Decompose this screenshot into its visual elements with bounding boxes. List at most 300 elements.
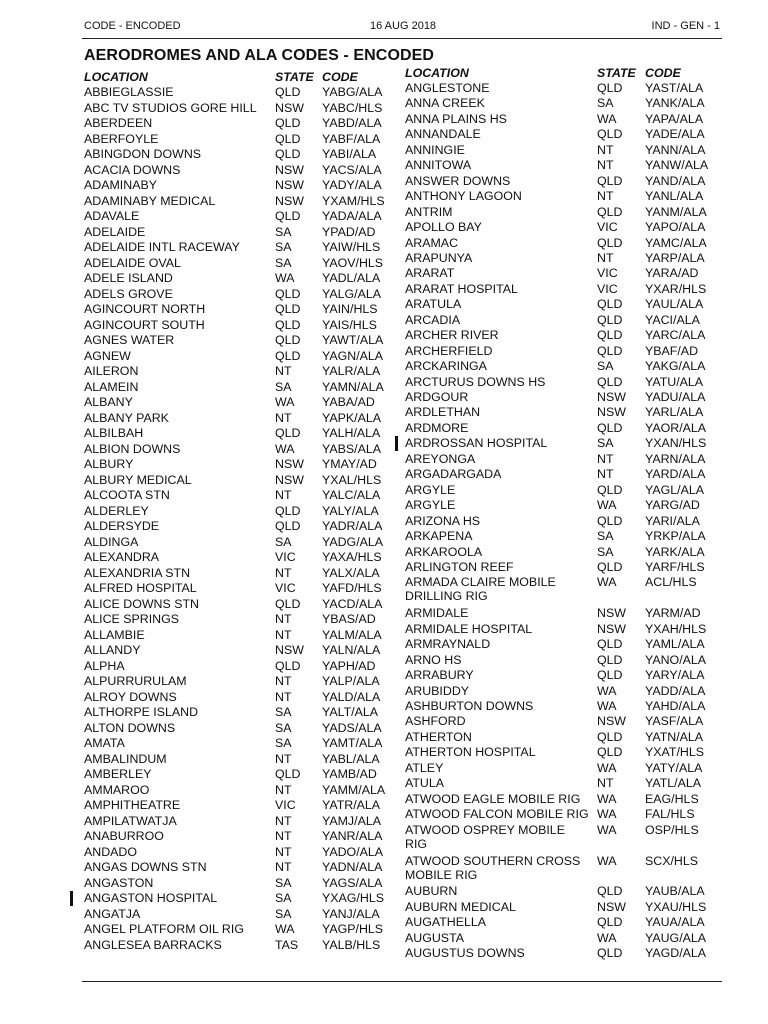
location-cell: ARMRAYNALD	[405, 637, 491, 652]
location-cell: ABBIEGLASSIE	[84, 85, 174, 99]
state-cell: VIC	[275, 798, 296, 812]
state-cell: QLD	[597, 559, 623, 574]
location-cell: ALROY DOWNS	[84, 689, 177, 704]
code-cell: YAMB/AD	[322, 767, 377, 781]
state-cell: NT	[275, 751, 292, 766]
page-title: AERODROMES AND ALA CODES - ENCODED	[84, 47, 435, 64]
location-cell: ACACIA DOWNS	[84, 162, 181, 177]
location-cell: ATLEY	[405, 760, 444, 775]
state-cell: NT	[597, 189, 614, 204]
state-cell: WA	[275, 441, 295, 456]
code-cell: YANO/ALA	[645, 652, 707, 667]
code-cell: YAMC/ALA	[645, 235, 707, 250]
location-cell: ARKAROOLA	[405, 544, 483, 559]
state-cell: NT	[275, 627, 292, 642]
location-cell: ALDINGA	[84, 534, 139, 549]
state-cell: WA	[275, 395, 295, 409]
code-cell: YALD/ALA	[322, 689, 381, 704]
location-cell: ATHERTON	[405, 729, 472, 744]
location-cell: ARMIDALE	[405, 606, 469, 621]
location-cell: AMBALINDUM	[84, 751, 167, 766]
location-cell: ADELAIDE INTL RACEWAY	[84, 240, 240, 254]
state-cell: QLD	[275, 658, 301, 673]
location-cell: ANGAS DOWNS STN	[84, 860, 207, 874]
code-cell: YAUA/ALA	[645, 915, 705, 930]
code-cell: YADG/ALA	[322, 534, 384, 549]
code-cell: YAMN/ALA	[322, 379, 384, 394]
state-cell: QLD	[597, 745, 623, 760]
code-cell: YANJ/ALA	[322, 906, 380, 921]
code-cell: YADR/ALA	[322, 519, 383, 533]
state-cell: QLD	[275, 286, 301, 301]
location-cell: ALLAMBIE	[84, 627, 145, 642]
location-cell: AGNES WATER	[84, 333, 175, 347]
location-cell: ARLINGTON REEF	[405, 559, 514, 574]
location-cell: ARDLETHAN	[405, 405, 481, 420]
state-cell: NT	[597, 250, 614, 265]
code-cell: YAOR/ALA	[645, 420, 707, 435]
code-cell: YALY/ALA	[322, 503, 379, 518]
code-cell: YARK/ALA	[645, 544, 705, 559]
location-cell: ARGYLE	[405, 482, 456, 497]
code-cell: YAFD/HLS	[322, 581, 382, 595]
state-cell: QLD	[275, 348, 301, 363]
state-cell: QLD	[275, 333, 301, 347]
code-cell: YXAU/HLS	[645, 899, 707, 914]
code-cell: YALR/ALA	[322, 364, 381, 378]
location-cell: ARCHERFIELD	[405, 343, 493, 358]
location-cell: ARCKARINGA	[405, 359, 487, 374]
location-cell: AUGUSTUS DOWNS	[405, 946, 525, 961]
state-cell: VIC	[597, 281, 618, 296]
location-cell: AGINCOURT NORTH	[84, 302, 206, 316]
state-cell: QLD	[597, 173, 623, 188]
state-cell: SA	[597, 96, 614, 111]
code-cell: YAML/ALA	[645, 637, 705, 652]
location-cell: AUGATHELLA	[405, 915, 487, 930]
code-cell: YXAR/HLS	[645, 281, 707, 296]
code-cell: YALB/HLS	[322, 937, 381, 952]
code-cell: YAGP/HLS	[322, 922, 384, 936]
state-cell: NT	[597, 142, 614, 157]
right-header-state: STATE	[597, 66, 636, 80]
code-cell: YABF/ALA	[322, 131, 381, 146]
state-cell: SA	[275, 891, 292, 905]
location-cell: ARCADIA	[405, 312, 461, 327]
state-cell: QLD	[597, 915, 623, 930]
state-cell: QLD	[597, 343, 623, 358]
header-rule	[82, 38, 722, 39]
state-cell: NT	[275, 782, 292, 797]
state-cell: WA	[597, 930, 617, 945]
location-cell: ARAMAC	[405, 235, 459, 250]
code-cell: YADS/ALA	[322, 720, 382, 735]
code-cell: YARD/ALA	[645, 467, 706, 482]
code-cell: YRKP/ALA	[645, 529, 706, 544]
code-cell: YARI/ALA	[645, 513, 700, 528]
state-cell: NSW	[275, 162, 304, 177]
state-cell: QLD	[275, 209, 301, 223]
location-cell: ATWOOD EAGLE MOBILE RIG	[405, 791, 581, 806]
left-header-code: CODE	[322, 70, 358, 84]
state-cell: WA	[275, 271, 295, 285]
state-cell: NSW	[275, 178, 304, 192]
code-cell: YXAH/HLS	[645, 621, 707, 636]
state-cell: QLD	[275, 147, 301, 161]
state-cell: QLD	[597, 374, 623, 389]
location-cell: ALTHORPE ISLAND	[84, 705, 199, 719]
location-cell: ALLANDY	[84, 643, 141, 657]
code-cell: YXAM/HLS	[322, 193, 385, 208]
state-cell: WA	[597, 699, 617, 713]
location-cell: ALBILBAH	[84, 426, 144, 440]
code-cell: YABD/ALA	[322, 116, 382, 130]
code-cell: YABC/HLS	[322, 100, 383, 115]
left-header-state: STATE	[275, 70, 314, 84]
state-cell: QLD	[597, 482, 623, 497]
code-cell: YAOV/HLS	[322, 255, 384, 270]
location-cell: ARATULA	[405, 297, 462, 312]
location-cell: ANABURROO	[84, 829, 164, 843]
location-cell: ARRABURY	[405, 668, 474, 683]
state-cell: SA	[275, 720, 292, 735]
location-cell: ALBURY MEDICAL	[84, 472, 192, 487]
state-cell: NT	[275, 813, 292, 828]
code-cell: YANM/ALA	[645, 204, 707, 219]
page-header	[84, 20, 720, 34]
location-cell: ABINGDON DOWNS	[84, 147, 202, 161]
code-cell: YANW/ALA	[645, 158, 709, 173]
code-cell: YAHD/ALA	[645, 699, 706, 713]
location-cell: ADELE ISLAND	[84, 271, 173, 285]
code-cell: YARP/ALA	[645, 250, 705, 265]
code-cell: YATU/ALA	[645, 374, 704, 389]
location-cell: ALTON DOWNS	[84, 720, 176, 735]
state-cell: SA	[275, 875, 292, 890]
state-cell: NT	[275, 674, 292, 688]
location-cell: ARKAPENA	[405, 529, 473, 544]
code-cell: OSP/HLS	[645, 822, 699, 837]
code-cell: YAWT/ALA	[322, 333, 384, 347]
code-cell: YAND/ALA	[645, 173, 706, 188]
code-cell: YANL/ALA	[645, 189, 704, 204]
code-cell: SCX/HLS	[645, 853, 699, 868]
code-cell: YACD/ALA	[322, 596, 383, 611]
location-cell: AGNEW	[84, 348, 131, 363]
state-cell: SA	[597, 436, 614, 451]
location-cell: ANNA CREEK	[405, 96, 485, 111]
location-cell: AMPILATWATJA	[84, 813, 177, 828]
location-cell: ARGYLE	[405, 498, 456, 513]
state-cell: WA	[597, 760, 617, 775]
location-cell: ATWOOD OSPREY MOBILE	[405, 822, 565, 837]
location-cell: ASHBURTON DOWNS	[405, 699, 534, 713]
code-cell: YAGL/ALA	[645, 482, 704, 497]
location-cell-continued: MOBILE RIG	[405, 867, 478, 882]
location-cell: ADELS GROVE	[84, 286, 173, 301]
code-cell: YATR/ALA	[322, 798, 381, 812]
state-cell: QLD	[597, 420, 623, 435]
state-cell: NT	[275, 410, 292, 425]
state-cell: QLD	[597, 328, 623, 343]
state-cell: QLD	[597, 729, 623, 744]
state-cell: NT	[275, 565, 292, 580]
location-cell: ADAVALE	[84, 209, 140, 223]
location-cell: ANSWER DOWNS	[405, 173, 511, 188]
code-cell: YADL/ALA	[322, 271, 381, 285]
state-cell: QLD	[597, 637, 623, 652]
state-cell: WA	[597, 683, 617, 698]
location-cell: ADELAIDE	[84, 224, 146, 239]
state-cell: NT	[275, 844, 292, 859]
state-cell: NSW	[275, 643, 304, 657]
code-cell: YALM/ALA	[322, 627, 382, 642]
state-cell: NSW	[597, 606, 626, 621]
state-cell: NSW	[597, 390, 626, 404]
state-cell: NT	[597, 776, 614, 791]
location-cell: ARIZONA HS	[405, 513, 481, 528]
state-cell: NSW	[275, 472, 304, 487]
location-cell: ANDADO	[84, 844, 138, 859]
state-cell: SA	[275, 534, 292, 549]
code-cell: YARF/HLS	[645, 559, 705, 574]
location-cell: ADAMINABY MEDICAL	[84, 193, 216, 208]
state-cell: NSW	[597, 714, 626, 729]
header-page-id: IND - GEN - 1	[651, 20, 720, 32]
location-cell: ARMADA CLAIRE MOBILE	[405, 575, 556, 590]
state-cell: WA	[597, 807, 617, 822]
code-cell: YADN/ALA	[322, 860, 383, 874]
code-cell: FAL/HLS	[645, 807, 695, 822]
code-cell: YAIN/HLS	[322, 302, 378, 316]
location-cell: AGINCOURT SOUTH	[84, 317, 205, 332]
location-cell: ARGADARGADA	[405, 467, 502, 482]
state-cell: QLD	[597, 81, 623, 95]
location-cell: AILERON	[84, 364, 139, 378]
location-cell: ALEXANDRIA STN	[84, 565, 191, 580]
code-cell: YARY/ALA	[645, 668, 705, 683]
state-cell: NT	[597, 467, 614, 482]
footer-rule	[82, 981, 722, 982]
state-cell: SA	[275, 379, 292, 394]
code-cell: YANR/ALA	[322, 829, 383, 843]
code-cell: YADU/ALA	[645, 390, 706, 404]
code-cell: YAXA/HLS	[322, 550, 382, 564]
location-cell: ANNITOWA	[405, 158, 472, 173]
state-cell: QLD	[275, 767, 301, 781]
state-cell: SA	[275, 906, 292, 921]
location-cell: ALBION DOWNS	[84, 441, 181, 456]
location-cell: ALFRED HOSPITAL	[84, 581, 197, 595]
state-cell: NT	[597, 158, 614, 173]
location-cell: ALDERLEY	[84, 503, 149, 518]
state-cell: SA	[597, 544, 614, 559]
header-left: CODE - ENCODED	[84, 20, 181, 32]
state-cell: WA	[597, 111, 617, 126]
state-cell: WA	[597, 791, 617, 806]
location-cell: ANGASTON	[84, 875, 154, 890]
state-cell: NT	[597, 451, 614, 466]
state-cell: QLD	[275, 85, 301, 99]
state-cell: QLD	[597, 884, 623, 899]
location-cell: AMMAROO	[84, 782, 150, 797]
code-cell: YAGD/ALA	[645, 946, 707, 961]
location-cell: ANNINGIE	[405, 142, 465, 157]
location-cell: ALICE DOWNS STN	[84, 596, 199, 611]
location-cell: AREYONGA	[405, 451, 476, 466]
location-cell: ARDMORE	[405, 420, 469, 435]
state-cell: NSW	[275, 100, 304, 115]
code-cell: YALH/ALA	[322, 426, 381, 440]
location-cell: APOLLO BAY	[405, 220, 482, 235]
header-date: 16 AUG 2018	[370, 20, 437, 32]
state-cell: NT	[275, 829, 292, 843]
state-cell: NT	[275, 689, 292, 704]
state-cell: WA	[597, 575, 617, 590]
location-cell: ANGEL PLATFORM OIL RIG	[84, 922, 244, 936]
location-cell: ABERFOYLE	[84, 131, 159, 146]
state-cell: NT	[275, 364, 292, 378]
location-cell: ABC TV STUDIOS GORE HILL	[84, 100, 257, 115]
state-cell: WA	[597, 853, 617, 868]
state-cell: QLD	[597, 235, 623, 250]
code-cell: YPAD/AD	[322, 224, 376, 239]
code-cell: YADE/ALA	[645, 127, 705, 142]
amendment-bar	[70, 891, 73, 906]
code-cell: YADO/ALA	[322, 844, 384, 859]
location-cell: ALEXANDRA	[84, 550, 160, 564]
code-cell: YBAS/AD	[322, 612, 376, 626]
location-cell: ADELAIDE OVAL	[84, 255, 181, 270]
location-cell: ALAMEIN	[84, 379, 139, 394]
state-cell: VIC	[597, 220, 618, 235]
code-cell: YALN/ALA	[322, 643, 381, 657]
code-cell: YAPO/ALA	[645, 220, 706, 235]
code-cell: YANN/ALA	[645, 142, 706, 157]
state-cell: SA	[275, 705, 292, 719]
state-cell: SA	[275, 240, 292, 254]
code-cell: YABL/ALA	[322, 751, 380, 766]
code-cell: YACS/ALA	[322, 162, 382, 177]
code-cell: YAPH/AD	[322, 658, 376, 673]
location-cell: ARAPUNYA	[405, 250, 473, 265]
location-cell: ALBURY	[84, 457, 134, 471]
location-cell: ARCHER RIVER	[405, 328, 499, 343]
code-cell: YARN/ALA	[645, 451, 706, 466]
location-cell: AUGUSTA	[405, 930, 464, 945]
right-header-code: CODE	[645, 66, 681, 80]
location-cell: ADAMINABY	[84, 178, 157, 192]
state-cell: WA	[275, 922, 295, 936]
state-cell: QLD	[275, 519, 301, 533]
state-cell: SA	[275, 224, 292, 239]
state-cell: QLD	[275, 131, 301, 146]
location-cell: ARCTURUS DOWNS HS	[405, 374, 546, 389]
code-cell: YAMM/ALA	[322, 782, 386, 797]
location-cell: ARNO HS	[405, 652, 462, 667]
code-cell: YXAN/HLS	[645, 436, 707, 451]
code-cell: YABA/AD	[322, 395, 375, 409]
state-cell: VIC	[597, 266, 618, 281]
location-cell: ANGATJA	[84, 906, 141, 921]
location-cell: ALBANY	[84, 395, 133, 409]
left-header-location: LOCATION	[84, 70, 148, 84]
code-cell: YALX/ALA	[322, 565, 380, 580]
code-cell: EAG/HLS	[645, 791, 699, 806]
code-cell: YAIW/HLS	[322, 240, 381, 254]
state-cell: NSW	[597, 621, 626, 636]
code-cell: YADY/ALA	[322, 178, 382, 192]
code-cell: YABI/ALA	[322, 147, 377, 161]
location-cell: ALPURRURULAM	[84, 674, 187, 688]
code-cell: YANK/ALA	[645, 96, 705, 111]
code-cell: YAUB/ALA	[645, 884, 705, 899]
state-cell: NSW	[597, 405, 626, 420]
right-header-location: LOCATION	[405, 66, 469, 80]
code-cell: YAMJ/ALA	[322, 813, 381, 828]
state-cell: QLD	[597, 668, 623, 683]
code-cell: YAPK/ALA	[322, 410, 381, 425]
code-cell: YXAT/HLS	[645, 745, 704, 760]
state-cell: QLD	[597, 652, 623, 667]
state-cell: TAS	[275, 937, 299, 952]
state-cell: NT	[275, 860, 292, 874]
state-cell: NSW	[275, 457, 304, 471]
location-cell: AMBERLEY	[84, 767, 152, 781]
code-cell: YAIS/HLS	[322, 317, 377, 332]
location-cell: ARUBIDDY	[405, 683, 470, 698]
location-cell-continued: RIG	[405, 836, 428, 851]
location-cell: ANGLESEA BARRACKS	[84, 937, 222, 952]
location-cell-continued: DRILLING RIG	[405, 589, 488, 604]
state-cell: SA	[275, 255, 292, 270]
code-cell: YABG/ALA	[322, 85, 383, 99]
location-cell: ALCOOTA STN	[84, 488, 170, 502]
code-cell: YARM/AD	[645, 606, 701, 621]
state-cell: VIC	[275, 550, 296, 564]
location-cell: ALICE SPRINGS	[84, 612, 180, 626]
location-cell: ANTRIM	[405, 204, 453, 219]
location-cell: ARARAT HOSPITAL	[405, 281, 518, 296]
location-cell: ANNA PLAINS HS	[405, 111, 507, 126]
state-cell: WA	[597, 498, 617, 513]
code-cell: YADA/ALA	[322, 209, 382, 223]
location-cell: AUBURN MEDICAL	[405, 899, 516, 914]
location-cell: ABERDEEN	[84, 116, 153, 130]
location-cell: AMPHITHEATRE	[84, 798, 181, 812]
location-cell: ATWOOD FALCON MOBILE RIG	[405, 807, 589, 822]
location-cell: ARARAT	[405, 266, 455, 281]
state-cell: QLD	[597, 513, 623, 528]
location-cell: ATULA	[405, 776, 445, 791]
code-cell: YAGS/ALA	[322, 875, 383, 890]
code-cell: YADD/ALA	[645, 683, 706, 698]
location-cell: ANNANDALE	[405, 127, 481, 142]
code-cell: YAKG/ALA	[645, 359, 706, 374]
state-cell: QLD	[275, 426, 301, 440]
code-cell: YARC/ALA	[645, 328, 706, 343]
state-cell: QLD	[275, 302, 301, 316]
state-cell: NT	[275, 488, 292, 502]
code-cell: YARL/ALA	[645, 405, 704, 420]
code-cell: YABS/ALA	[322, 441, 381, 456]
location-cell: AUBURN	[405, 884, 458, 899]
location-cell: AMATA	[84, 736, 125, 750]
code-cell: YARG/AD	[645, 498, 700, 513]
state-cell: QLD	[597, 204, 623, 219]
state-cell: SA	[597, 529, 614, 544]
state-cell: NT	[275, 612, 292, 626]
